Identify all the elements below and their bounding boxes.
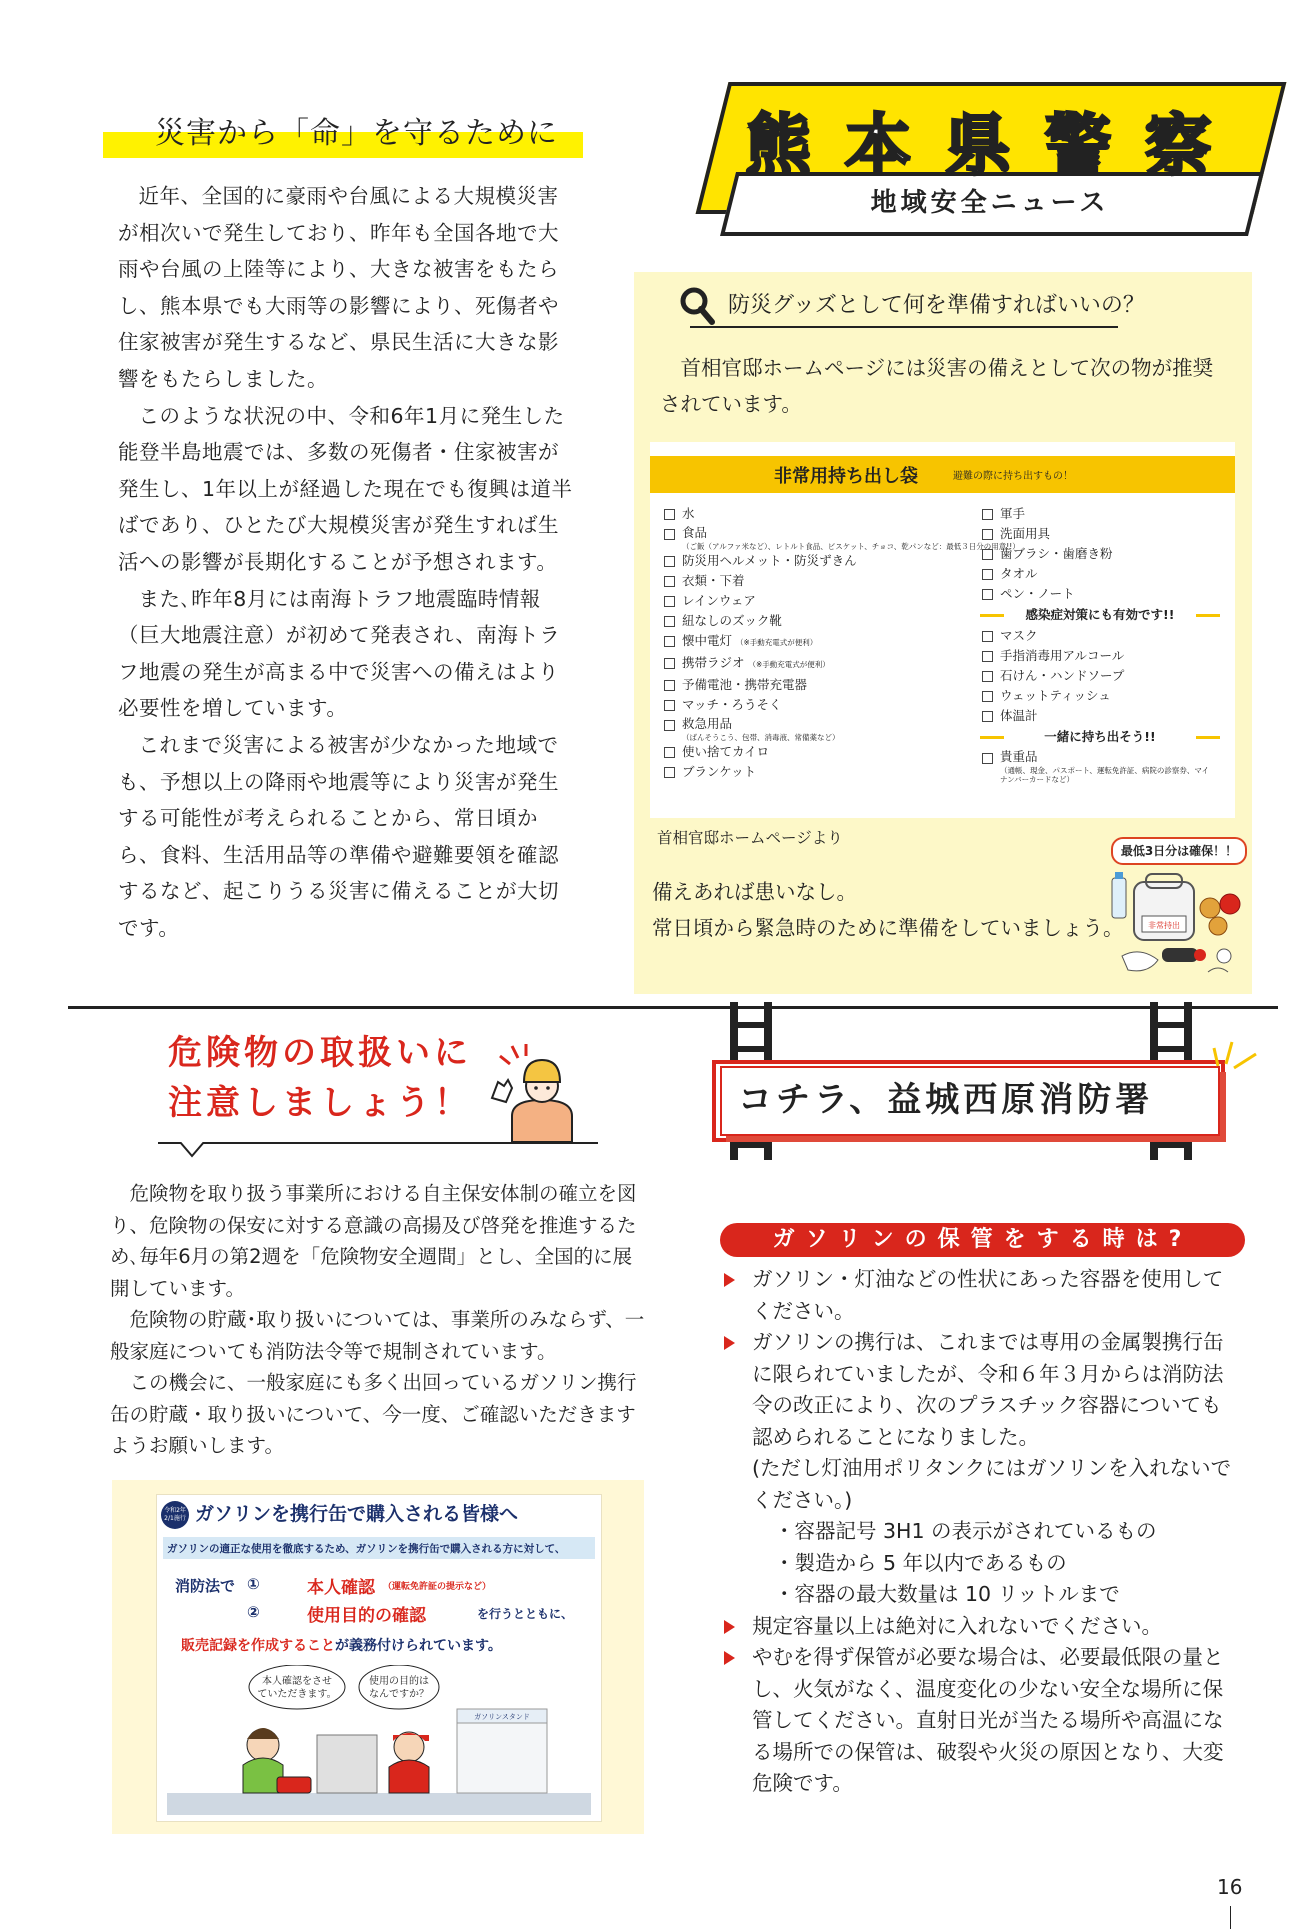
kit-item: 軍手 xyxy=(980,504,1220,524)
notice-law: 消防法で xyxy=(175,1577,236,1595)
kit-section-together: 一緒に持ち出そう!! xyxy=(980,726,1220,748)
section-divider xyxy=(68,1006,1278,1009)
gasoline-notice-poster xyxy=(112,1480,644,1834)
kit-item-note: （ばんそうこう、包帯、消毒液、常備薬など） xyxy=(682,733,840,742)
kit-item-note: （※手動充電式が便利） xyxy=(748,660,830,669)
kit-right-column xyxy=(980,504,1220,784)
kit-item: ウェットティッシュ xyxy=(980,686,1220,706)
kit-item-note: （※手動充電式が便利） xyxy=(736,638,818,647)
svg-text:ていただきます。: ていただきます。 xyxy=(257,1689,337,1700)
article-paragraph: また､昨年8月には南海トラフ地震臨時情報（巨大地震注意）が初めて発表され、南海トラフ地震の発生が高まる中で災害への備えはより必要性を増しています。 xyxy=(118,586,561,721)
kit-item: 衣類・下着 xyxy=(662,571,962,591)
kit-item: 救急用品 （ばんそうこう、包帯、消毒液、常備薬など） xyxy=(662,715,962,742)
storage-item: ガソリンの携行は、これまでは専用の金属製携行缶に限られていましたが、令和６年３月からは消防法令の改正により、次のプラスチック容器についても認められることになりました。 xyxy=(718,1327,1238,1453)
storage-condition: ・容器記号 3H1 の表示がされているもの xyxy=(774,1519,1157,1543)
article-paragraph: これまで災害による被害が少なかった地域でも、予想以上の降雨や地震等により災害が発生する可能性が考えられることから、常日頃から、食料、生活用品等の準備や避難要領を確認するなど、起こりうる災害に備えることが大切です。 xyxy=(118,732,559,940)
gasoline-storage-heading: ガソリンの保管をする時は? xyxy=(720,1223,1245,1257)
kit-item: 懐中電灯 （※手動充電式が便利） xyxy=(662,631,962,653)
storage-item: 規定容量以上は絶対に入れないでください。 xyxy=(718,1611,1238,1643)
gas-station-scene-illustration xyxy=(167,1665,591,1815)
notice-title: ガソリンを携行缶で購入される皆様へ xyxy=(195,1503,519,1525)
notice-item-tail: を行うとともに、 xyxy=(477,1607,574,1621)
kit-item: 使い捨てカイロ xyxy=(662,742,962,762)
hazard-title-underline xyxy=(158,1142,598,1144)
page-number-tick xyxy=(1230,1906,1231,1929)
notice-badge: 令和2年2/1施行 xyxy=(161,1501,189,1529)
notice-number: ① xyxy=(247,1575,260,1593)
gasoline-storage-list xyxy=(718,1264,1238,1800)
kit-item: 紐なしのズック靴 xyxy=(662,611,962,631)
storage-condition: ・製造から 5 年以内であるもの xyxy=(774,1550,1067,1575)
closing-line: 常日頃から緊急時のために準備をしていましょう。 xyxy=(652,916,1124,940)
kit-item: 洗面用具 xyxy=(980,524,1220,544)
hazard-title xyxy=(168,1028,472,1128)
kit-subtitle: 避難の際に持ち出すもの！ xyxy=(953,471,1073,482)
fire-station-title: コチラ、益城西原消防署 xyxy=(738,1080,1154,1120)
kit-item-note: （ご飯（アルファ米など）、レトルト食品、ビスケット、チョコ、乾パンなど：最低３日分の用意!!） xyxy=(682,542,1020,551)
hazard-paragraph: 危険物を取り扱う事業所における自主保安体制の確立を図り、危険物の保安に対する意識の高揚及び啓発を推進するため､毎年6月の第2週を「危険物安全週間」とし、全国的に展開しています。 xyxy=(110,1182,637,1300)
prep-intro: 首相官邸ホームページには災害の備えとして次の物が推奨されています。 xyxy=(660,356,1214,416)
kit-item: 食品 （ご飯（アルファ米など）、レトルト食品、ビスケット、チョコ、乾パンなど：最低３日分の用意!!） xyxy=(662,524,962,551)
storage-item: ガソリン・灯油などの性状にあった容器を使用してください。 xyxy=(718,1264,1238,1327)
notice-number: ② xyxy=(247,1603,260,1621)
notice-item-purpose: 使用目的の確認 xyxy=(307,1606,426,1626)
hazard-paragraph: 危険物の貯蔵･取り扱いについては、事業所のみならず、一般家庭についても消防法令等で規制されています。 xyxy=(110,1308,645,1363)
kit-item-note: （通帳、現金、パスポート、運転免許証、病院の診察券、マイナンバーカードなど） xyxy=(1000,766,1210,784)
svg-text:なんですか？: なんですか？ xyxy=(369,1689,429,1700)
page-number: 16 xyxy=(1217,1875,1243,1899)
question-underline xyxy=(690,326,1118,328)
notice-item-id-check: 本人確認 xyxy=(307,1578,375,1598)
hazard-paragraph: この機会に、一般家庭にも多く出回っているガソリン携行缶の貯蔵・取り扱いについて、今一度、ご確認いただきますようお願いします。 xyxy=(110,1371,637,1457)
svg-text:ガソリンスタンド: ガソリンスタンド xyxy=(474,1713,530,1721)
speech-tail-icon xyxy=(178,1130,218,1158)
kit-item: 水 xyxy=(662,504,962,524)
masthead-subtitle: 地域安全ニュース xyxy=(870,188,1110,218)
storage-condition: ・容器の最大数量は 10 リットルまで xyxy=(774,1582,1120,1606)
kit-item: レインウェア xyxy=(662,591,962,611)
notice-card xyxy=(156,1494,602,1822)
kit-header xyxy=(650,456,1235,493)
kit-item: ブランケット xyxy=(662,762,962,782)
emergency-bag-illustration xyxy=(1108,860,1248,994)
article-body xyxy=(118,178,573,946)
kit-item: マッチ・ろうそく xyxy=(662,695,962,715)
kit-item: 体温計 xyxy=(980,706,1220,726)
kit-item: 手指消毒用アルコール xyxy=(980,646,1220,666)
magnifier-icon xyxy=(679,286,715,326)
kit-item: 予備電池・携帯充電器 xyxy=(662,675,962,695)
notice-lead: ガソリンの適正な使用を徹底するため、ガソリンを携行缶で購入される方に対して、 xyxy=(167,1543,566,1555)
kit-section-infection: 感染症対策にも有効です!! xyxy=(980,604,1220,626)
prep-closing xyxy=(652,874,1124,946)
kit-item: 携帯ラジオ （※手動充電式が便利） xyxy=(662,653,962,675)
storage-note: (ただし灯油用ポリタンクにはガソリンを入れないでください。) xyxy=(752,1456,1232,1512)
notice-item-note: （運転免許証の提示など） xyxy=(383,1582,492,1592)
svg-text:本人確認をさせ: 本人確認をさせ xyxy=(262,1676,332,1687)
kit-item: 貴重品 （通帳、現金、パスポート、運転免許証、病院の診察券、マイナンバーカードなど） xyxy=(980,748,1220,784)
notice-duty: 販売記録を作成することが義務付けられています。 xyxy=(181,1638,502,1654)
kit-item: ペン・ノート xyxy=(980,584,1220,604)
hazard-body xyxy=(110,1178,645,1462)
kit-item: 石けん・ハンドソープ xyxy=(980,666,1220,686)
svg-text:使用の目的は: 使用の目的は xyxy=(369,1676,429,1687)
closing-line: 備えあれば患いなし。 xyxy=(652,880,857,904)
kit-title: 非常用持ち出し袋 xyxy=(774,466,918,487)
kit-source: 首相官邸ホームページより xyxy=(657,829,843,847)
article-paragraph: 近年、全国的に豪雨や台風による大規模災害が相次いで発生しており、昨年も全国各地で大雨や台風の上陸等により、大きな被害をもたらし、熊本県でも大雨等の影響により、死傷者や住家被害が発生するなど、県民生活に大きな影響をもたらしました。 xyxy=(118,184,559,391)
masthead-title: 熊本県警察 xyxy=(745,106,1245,184)
firefighter-waving-icon xyxy=(482,1042,592,1142)
bag-label: 非常持出 xyxy=(1148,921,1180,930)
kit-item: 歯ブラシ・歯磨き粉 xyxy=(980,544,1220,564)
kit-item: タオル xyxy=(980,564,1220,584)
emphasis-rays-icon xyxy=(1212,1036,1262,1072)
article-paragraph: このような状況の中、令和6年1月に発生した能登半島地震では、多数の死傷者・住家被害が発生し、1年以上が経過した現在でも復興は道半ばであり、ひとたび大規模災害が発生すれば生活への影響が長期化することが予想されます。 xyxy=(118,403,573,574)
emergency-kit-checklist xyxy=(650,442,1235,818)
kit-item: マスク xyxy=(980,626,1220,646)
hazard-title-line: 注意しましょう！ xyxy=(168,1083,472,1123)
hazard-title-line: 危険物の取扱いに xyxy=(168,1033,472,1073)
kit-item: 防災用ヘルメット・防災ずきん xyxy=(662,551,962,571)
article-heading: 災害から「命」を守るために xyxy=(155,116,558,151)
storage-item: やむを得ず保管が必要な場合は、必要最低限の量とし、火気がなく、温度変化の少ない安全な場所に保管してください。直射日光が当たる場所や高温になる場所での保管は、破裂や火災の原因となり、大変危険です。 xyxy=(718,1642,1238,1800)
prep-question: 防災グッズとして何を準備すればいいの？ xyxy=(728,293,1145,318)
three-day-badge: 最低3日分は確保！！ xyxy=(1111,837,1247,865)
